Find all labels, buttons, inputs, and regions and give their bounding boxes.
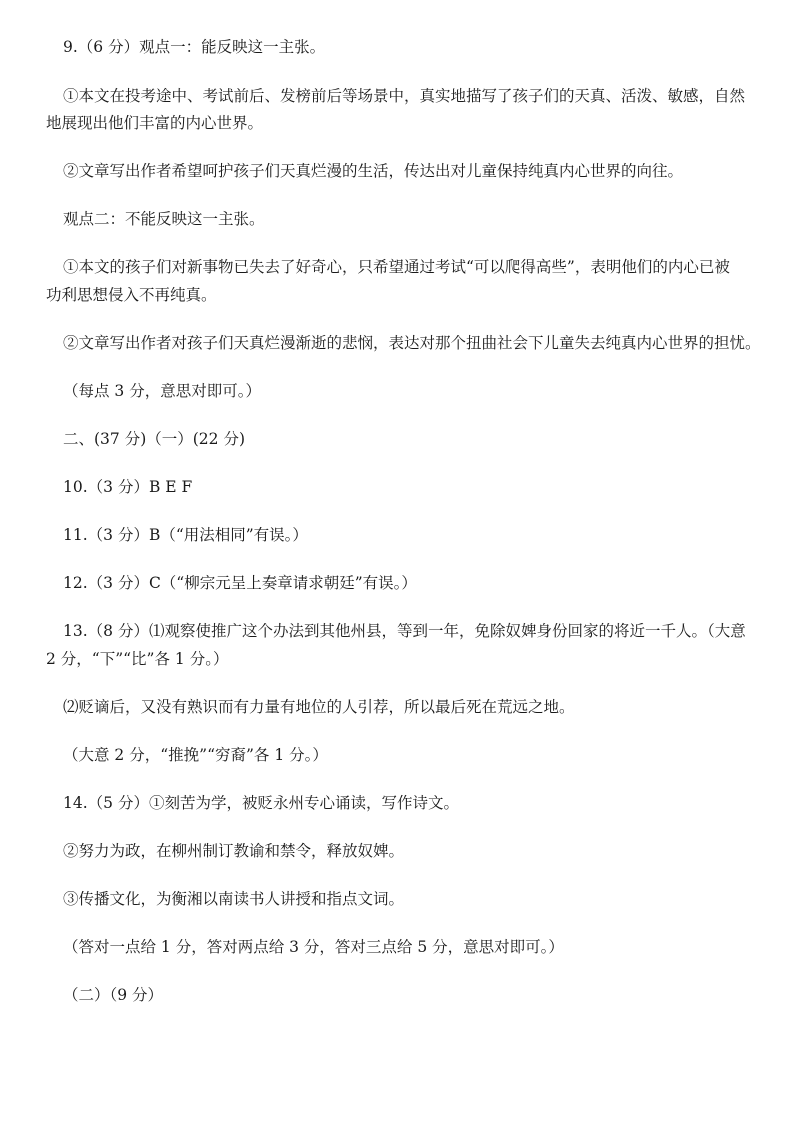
q9-view1-point2: ②文章写出作者希望呵护孩子们天真烂漫的生活，传达出对儿童保持纯真内心世界的向往。 [63, 162, 684, 180]
q9-view2-heading: 观点二：不能反映这一主张。 [63, 210, 265, 228]
q9-view2-point1-line1: ①本文的孩子们对新事物已失去了好奇心，只希望通过考试“可以爬得高些”，表明他们的内心已被 [63, 258, 730, 276]
q14-point1: 14.（5 分）①刻苦为学，被贬永州专心诵读，写作诗文。 [63, 794, 459, 812]
q13-part1-line1: 13.（8 分）⑴观察使推广这个办法到其他州县，等到一年，免除奴婢身份回家的将近一千人。（大意 [63, 622, 746, 640]
q9-view1-point1-line1: ①本文在投考途中、考试前后、发榜前后等场景中，真实地描写了孩子们的天真、活泼、敏感，自然 [63, 87, 746, 105]
q13-scoring-note: （大意 2 分，“推挽”“穷裔”各 1 分。） [63, 746, 328, 764]
q11-answer: 11.（3 分）B（“用法相同”有误。） [63, 526, 308, 544]
q10-answer: 10.（3 分）B E F [63, 478, 193, 496]
q14-scoring-note: （答对一点给 1 分，答对两点给 3 分，答对三点给 5 分，意思对即可。） [63, 938, 564, 956]
q12-answer: 12.（3 分）C（“柳宗元呈上奏章请求朝廷”有误。） [63, 574, 417, 592]
q9-scoring-note: （每点 3 分，意思对即可。） [63, 382, 261, 400]
section-2-part2-heading: （二）（9 分） [63, 986, 164, 1004]
q14-point2: ②努力为政，在柳州制订教谕和禁令，释放奴婢。 [63, 842, 405, 860]
q13-part2: ⑵贬谪后，又没有熟识而有力量有地位的人引荐，所以最后死在荒远之地。 [63, 698, 575, 716]
q9-view2-point1-line2: 功利思想侵入不再纯真。 [46, 286, 217, 304]
section-2-heading: 二、(37 分)（一）(22 分) [63, 430, 245, 448]
q9-view1-point1-line2: 地展现出他们丰富的内心世界。 [46, 114, 264, 132]
q13-part1-line2: 2 分，“下”“比”各 1 分。） [46, 650, 229, 668]
q9-heading: 9.（6 分）观点一：能反映这一主张。 [63, 38, 326, 56]
q14-point3: ③传播文化，为衡湘以南读书人讲授和指点文词。 [63, 890, 405, 908]
q9-view2-point2: ②文章写出作者对孩子们天真烂漫渐逝的悲悯，表达对那个扭曲社会下儿童失去纯真内心世界的担忧。 [63, 334, 761, 352]
